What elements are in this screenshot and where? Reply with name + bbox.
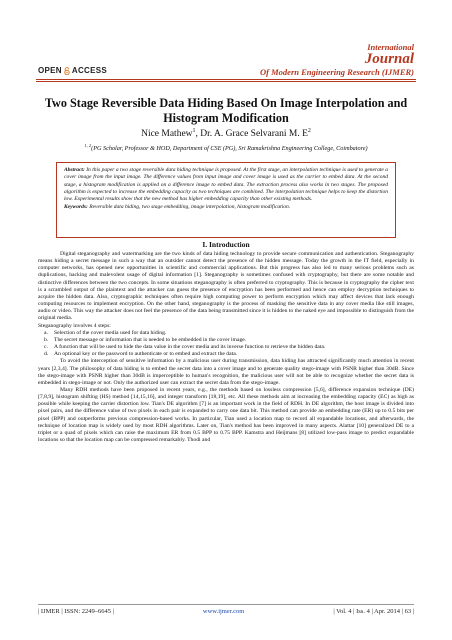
list-item-text: The secret message or information that is needed to be embedded in the cover image. bbox=[54, 336, 247, 343]
abstract-box bbox=[56, 162, 396, 238]
list-item-label: d. bbox=[44, 351, 49, 358]
journal-line1: International bbox=[367, 42, 414, 52]
list-item-label: c. bbox=[44, 344, 48, 351]
authors bbox=[40, 128, 412, 139]
affiliation-text: (PG Scholar, Professor & HOD, Department of CSE (PG), Sri Ramakrishna Engineering College, Coimbatore) bbox=[91, 145, 368, 153]
list-item-label: a. bbox=[44, 329, 48, 336]
header-rule bbox=[36, 79, 416, 80]
author-rest: , Dr. A. Grace Selvarani M. E bbox=[195, 129, 308, 140]
author-sup2: 2 bbox=[307, 128, 311, 134]
footer-left: | IJMER | ISSN: 2249–6645 | bbox=[38, 608, 114, 615]
footer-rule bbox=[38, 604, 414, 605]
header-rule-second bbox=[36, 81, 416, 82]
section-heading: I. Introduction bbox=[202, 240, 250, 249]
keywords bbox=[64, 204, 388, 211]
open-access-right: ACCESS bbox=[71, 66, 108, 75]
journal-line3: Of Modern Engineering Research (IJMER) bbox=[260, 67, 414, 77]
affiliation bbox=[50, 142, 402, 153]
list-item-label: b. bbox=[44, 336, 49, 343]
open-access-lock-icon bbox=[64, 67, 70, 75]
list-item-text: A function that will be used to hide the data value in the cover media and its inverse function to retrieve the hidden data. bbox=[54, 344, 326, 351]
affiliation-sup: 1, 2 bbox=[84, 143, 92, 148]
abstract-label: Abstract: bbox=[64, 167, 85, 173]
body-text bbox=[38, 251, 414, 444]
abstract bbox=[64, 167, 388, 203]
abstract-text: In this paper a two stage reversible data hiding technique is proposed. At the first stage, an interpolation technique is used to generate a cover image from the input image. The difference values from input image and cover image is used as the carrier to embed data. At the second stage, a histogram modification is applied on a difference image to embed data. The extraction process also works in two stages. The proposed algorithm is expected to increase the embedding capacity as two techniques are combined. The interpolation technique helps to keep the distortion low. Experimental results show that the new method has higher embedding capacity than other existing methods. bbox=[64, 167, 388, 203]
list-item bbox=[38, 337, 414, 344]
paragraph-3: Many RDH methods have been proposed in recent years, e.g., the methods based on lossless compression [5,6], difference expansion technique (DE) [7,8,9], histogram shifting (HS) method [14,15,16], and integer transform [18,19], etc. All these methods aim at increasing the embedding capacity (EC) as high as possible while keeping the carrier distortion low. Tian's DE algorithm [7] is an important work in the field of RDH. In DE algorithm, the host image is divided into pixel pairs, and the difference value of two pixels in each pair is expanded to carry one data bit. This method can provide an embedding rate (ER) up to 0.5 bits per pixel (BPP) and outperforms previous compression-based works. In particular, Tian used a location map to record all expandable locations, and afterwards, the technique of location map is widely used by most RDH algorithms. Later on, Tian's method has been improved in many aspects. Alattar [10] generalized DE to a triplet or a quad of pixels which can raise the maximum ER from 0.5 BPP to 0.75 BPP. Kamstra and Heijmans [8] utilized low-pass image to predict expandable locations so that the location map can be compressed remarkably. Thodi and bbox=[38, 386, 414, 444]
list-item-text: An optional key or the password to authenticate or to embed and extract the data. bbox=[54, 351, 238, 358]
footer bbox=[38, 608, 414, 615]
paragraph-1: Digital steganography and watermarking are the two kinds of data hiding technology to provide secure communication and authentication. Steganography means hiding a secret message in such a way that an outsider cannot detect the presence of the hidden message. Today the growth in the IT field, especially in computer networks, has opened new opportunities in scientific and commercial applications. But this progress has also led to many serious problems such as duplications, hacking and malevolent usage of digital information [1]. Steganography is sometimes confused with cryptography, but there are some notable and distinctive differences between the two concepts. In some situations steganography is often preferred to cryptography. This is because in cryptography the cipher text is a scrambled output of the plaintext and the attacker can guess the presence of encryption has been performed and hence can employ decryption techniques to acquire the hidden data. Also, cryptographic techniques often require high computing power to perform encryption which may affect devices that lack enough computing resources to implement encryption. On the other hand, steganography is the process of masking the sensitive data in any cover media like still images, audio or video. This way the attacker does not feel the presence of the data being transmitted since it is hidden to the naked eye and impossible to distinguish from the original media. bbox=[38, 251, 414, 322]
author-sup1: 1 bbox=[192, 128, 196, 134]
list-item-text: Selection of the cover media used for data hiding. bbox=[54, 329, 167, 336]
keywords-text: Reversible data hiding, two stage embedding, image interpolation, histogram modification. bbox=[89, 204, 291, 211]
list-item bbox=[38, 330, 414, 337]
journal-line2: Journal bbox=[364, 51, 414, 67]
open-access-logo bbox=[38, 66, 107, 75]
author-first: Nice Mathew bbox=[141, 129, 193, 140]
paragraph-2: To avoid the interception of sensitive information by a malicious user during transmission, data hiding has attracted significantly much attention in recent years [2,3,4]. The philosophy of data hiding is to embed the secret data into a cover image and to generate quality stego-image with PSNR higher than 30dB. Since the stego-image with PSNR higher than 30dB is imperceptible to human's recognition, the malicious user will not be able to recognize whether the secret data is embedded in stego-image or not. Only the authorized user can extract the secret data from the stego-image. bbox=[38, 358, 414, 386]
footer-website-link[interactable]: www.ijmer.com bbox=[202, 608, 245, 615]
keywords-label: Keywords: bbox=[64, 204, 88, 211]
paper-title: Two Stage Reversible Data Hiding Based On Image Interpolation and Histogram Modification bbox=[44, 96, 408, 125]
footer-right: | Vol. 4 | Iss. 4 | Apr. 2014 | 63 | bbox=[333, 608, 414, 615]
list-item bbox=[38, 344, 414, 351]
journal-masthead bbox=[260, 42, 414, 78]
steps-intro: Steganography involves 4 steps: bbox=[38, 322, 111, 329]
open-access-left: OPEN bbox=[38, 66, 62, 75]
